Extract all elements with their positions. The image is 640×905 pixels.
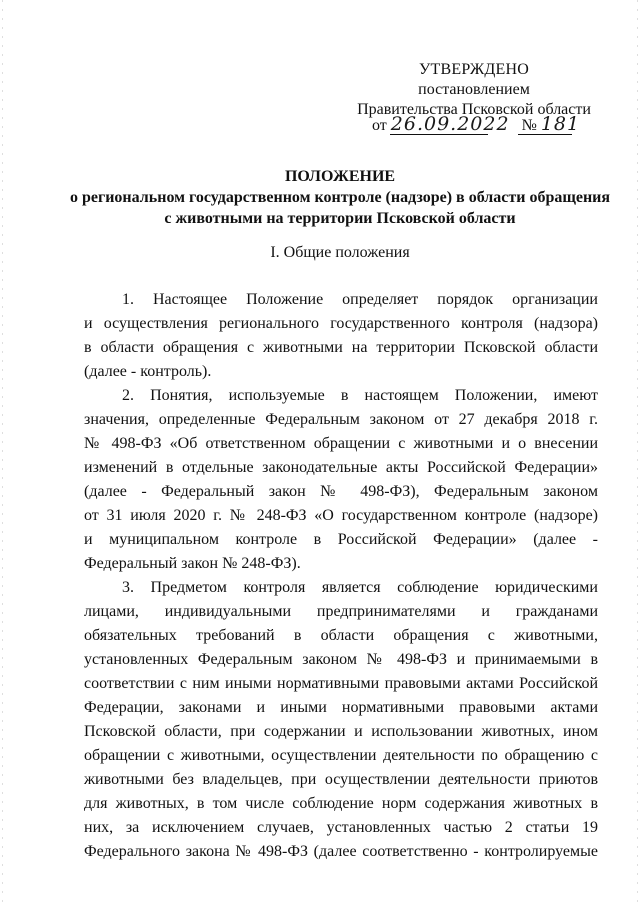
document-title — [40, 166, 640, 229]
scan-edge-left — [2, 0, 3, 905]
paragraph-2-line: (далее - Федеральный закон № 498-ФЗ), Федеральным законом — [84, 483, 598, 500]
from-label: от — [372, 117, 387, 134]
approval-by: постановлением — [418, 81, 530, 98]
paragraph-2-line: Федеральный закон № 248-ФЗ). — [84, 555, 301, 572]
date-underline — [390, 134, 488, 135]
paragraph-3-line: соответствии с ним иными нормативными правовыми актами Российской — [84, 675, 598, 692]
paragraph-3-line: для животных, в том числе соблюдение норм содержания животных в — [84, 795, 598, 812]
paragraph-2-line: от 31 июля 2020 г. № 248-ФЗ «О государственном контроле (надзоре) — [84, 507, 598, 524]
paragraph-3-line: них, за исключением случаев, установленных частью 2 статьи 19 — [84, 819, 598, 836]
paragraph-3-line: 3. Предметом контроля является соблюдение юридическими — [122, 579, 598, 596]
handwritten-number: 181 — [540, 113, 581, 135]
title-line-1: о региональном государственном контроле (надзоре) в области обращения — [69, 189, 611, 206]
number-label: № — [521, 117, 537, 134]
section-heading: I. Общие положения — [270, 244, 410, 261]
paragraph-3-line: установленных Федеральным законом № 498-ФЗ и принимаемыми в — [84, 651, 598, 668]
paragraph-3-line: обращении с животными, осуществлении деятельности по обращению с — [84, 747, 598, 764]
paragraph-2-line: и муниципальном контроле в Российской Федерации» (далее - — [84, 531, 598, 548]
paragraph-2-line: 2. Понятия, используемые в настоящем Положении, имеют — [122, 387, 598, 404]
paragraph-3-line: Федерации, законами и иными нормативными правовыми актами — [84, 699, 598, 716]
approval-block — [340, 60, 608, 120]
title-line-2: с животными на территории Псковской области — [164, 210, 516, 227]
paragraph-2-line: значения, определенные Федеральным законом от 27 декабря 2018 г. — [84, 411, 598, 428]
paragraph-1-line: и осуществления регионального государственного контроля (надзора) — [84, 315, 598, 332]
paragraph-2-line: № 498-ФЗ «Об ответственном обращении с животными и о внесении — [84, 435, 598, 452]
paragraph-2-line: изменений в отдельные законодательные акты Российской Федерации» — [84, 459, 598, 476]
document-body — [84, 288, 598, 864]
approval-authority: Правительства Псковской области — [357, 101, 591, 118]
handwritten-date: 26.09.2022 — [390, 113, 510, 135]
title-heading: ПОЛОЖЕНИЕ — [284, 168, 396, 185]
approval-date-line — [372, 114, 612, 138]
scan-edge-right — [637, 0, 638, 905]
paragraph-3-line: Федерального закона № 498-ФЗ (далее соответственно - контролируемые — [84, 843, 598, 860]
paragraph-3-line: лицами, индивидуальными предпринимателями и гражданами — [84, 603, 598, 620]
paragraph-3-line: животными без владельцев, при осуществлении деятельности приютов — [84, 771, 598, 788]
paragraph-1-line: (далее - контроль). — [84, 363, 212, 380]
paragraph-1-line: 1. Настоящее Положение определяет порядок организации — [122, 291, 598, 308]
paragraph-3-line: Псковской области, при содержании и использовании животных, ином — [84, 723, 598, 740]
number-underline — [518, 134, 572, 135]
paragraph-3-line: обязательных требований в области обращения с животными, — [84, 627, 598, 644]
approval-stamp: УТВЕРЖДЕНО — [418, 61, 529, 78]
paragraph-1-line: в области обращения с животными на территории Псковской области — [84, 339, 598, 356]
